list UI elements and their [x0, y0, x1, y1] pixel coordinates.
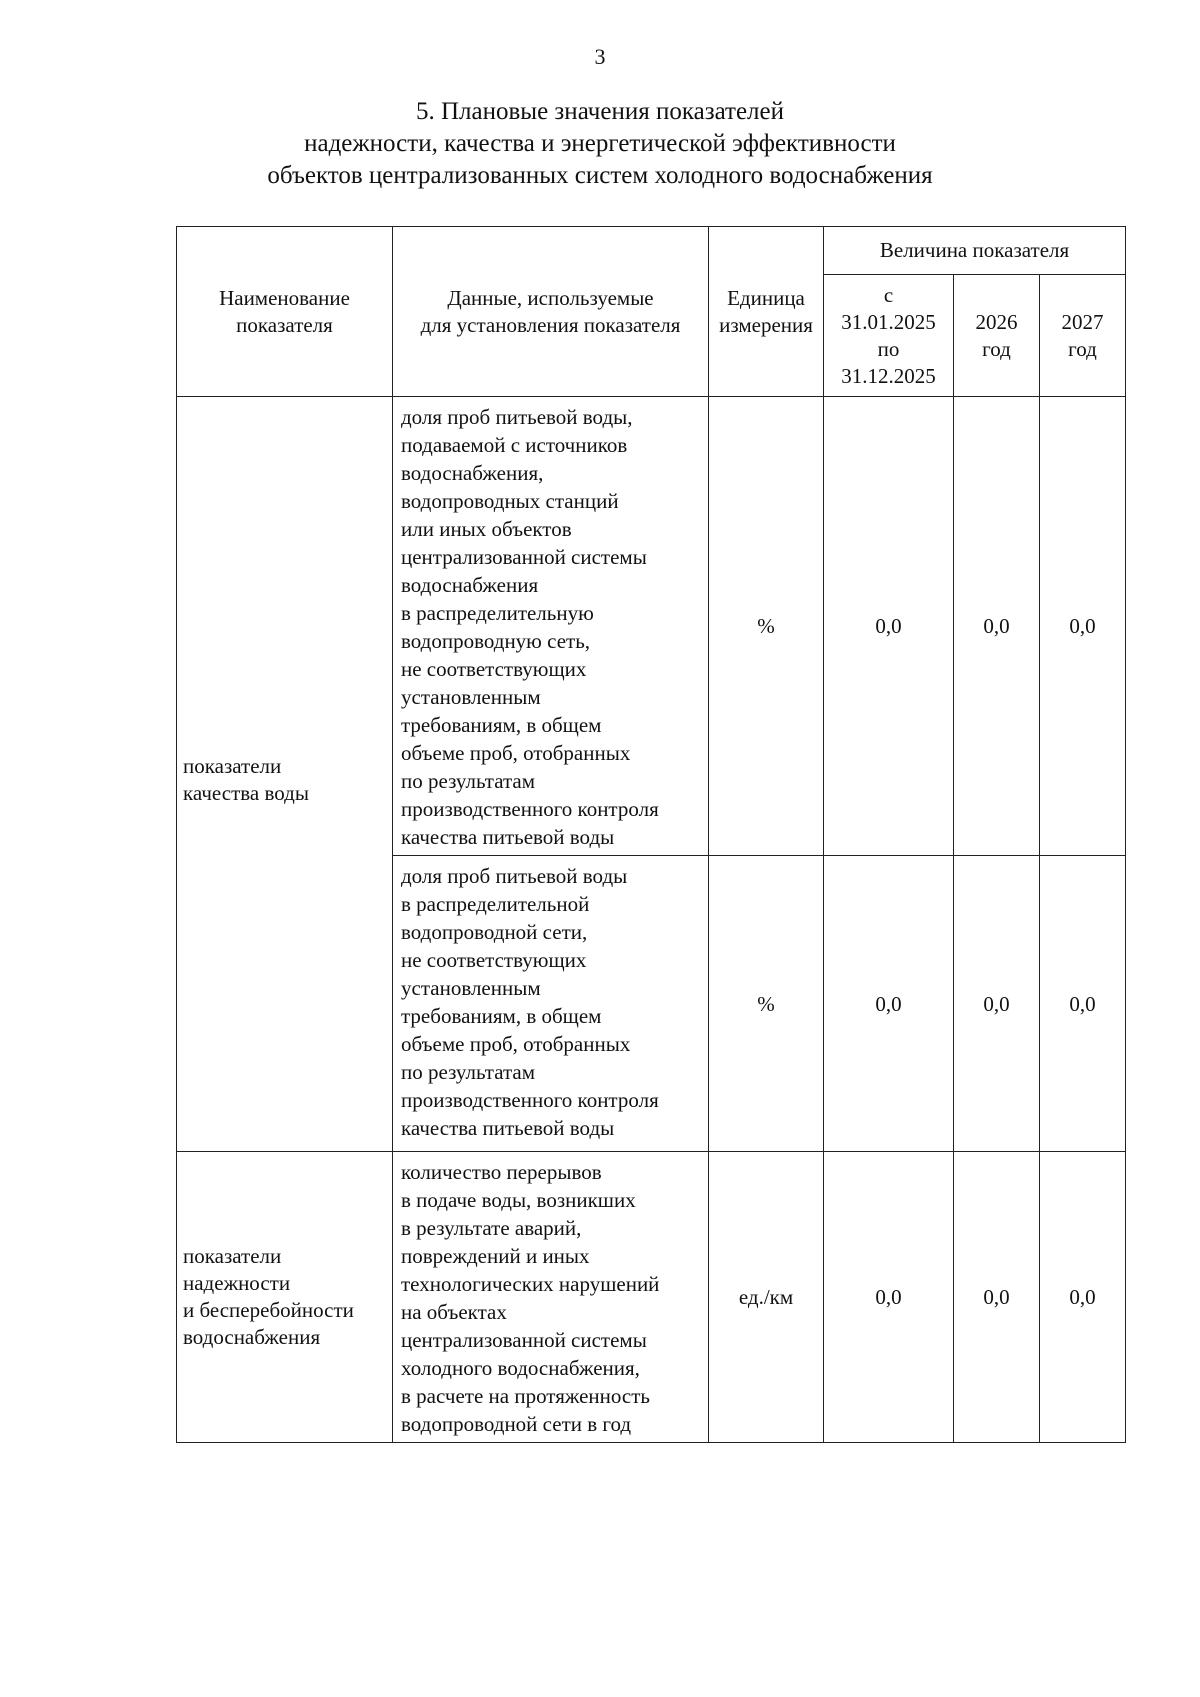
value-2025: 0,0 — [824, 397, 954, 856]
value-2025: 0,0 — [824, 856, 954, 1152]
table-row — [177, 397, 1126, 856]
data-description: количество перерывов в подаче воды, возникших в результате аварий, повреждений и иных технологических нарушений на объектах централизованной системы холодного водоснабжения, в расчете на протяженность водопроводной сети в год — [393, 1152, 709, 1443]
title-line: объектов централизованных систем холодного водоснабжения — [267, 162, 933, 189]
header-data-used: Данные, используемые для установления показателя — [393, 227, 709, 397]
value-2026: 0,0 — [954, 397, 1040, 856]
group-name-reliability: показатели надежности и бесперебойности водоснабжения — [177, 1152, 393, 1443]
data-description: доля проб питьевой воды, подаваемой с источников водоснабжения, водопроводных станций или иных объектов централизованной системы водоснабжения в распределительную водопроводную сеть, не соответствующих установленным требованиям, в общем объеме проб, отобранных по результатам производственного контроля качества питьевой воды — [393, 397, 709, 856]
value-2026: 0,0 — [954, 856, 1040, 1152]
header-unit: Единица измерения — [709, 227, 824, 397]
title-line: надежности, качества и энергетической эффективности — [304, 130, 896, 157]
unit-cell: % — [709, 397, 824, 856]
header-period-2027: 2027 год — [1040, 275, 1126, 397]
indicators-table — [176, 226, 1126, 1443]
title-line: 5. Плановые значения показателей — [415, 98, 785, 125]
unit-cell: ед./км — [709, 1152, 824, 1443]
section-title — [200, 96, 1000, 192]
header-indicator-name: Наименование показателя — [177, 227, 393, 397]
unit-cell: % — [709, 856, 824, 1152]
table-row — [177, 1152, 1126, 1443]
group-name-water-quality: показатели качества воды — [177, 397, 393, 1152]
header-period-2026: 2026 год — [954, 275, 1040, 397]
header-period-2025: с 31.01.2025 по 31.12.2025 — [824, 275, 954, 397]
value-2025: 0,0 — [824, 1152, 954, 1443]
page-number: 3 — [594, 44, 606, 69]
header-value-group: Величина показателя — [824, 227, 1126, 275]
value-2027: 0,0 — [1040, 397, 1126, 856]
value-2027: 0,0 — [1040, 1152, 1126, 1443]
value-2027: 0,0 — [1040, 856, 1126, 1152]
value-2026: 0,0 — [954, 1152, 1040, 1443]
data-description: доля проб питьевой воды в распределительной водопроводной сети, не соответствующих установленным требованиям, в общем объеме проб, отобранных по результатам производственного контроля качества питьевой воды — [393, 856, 709, 1152]
